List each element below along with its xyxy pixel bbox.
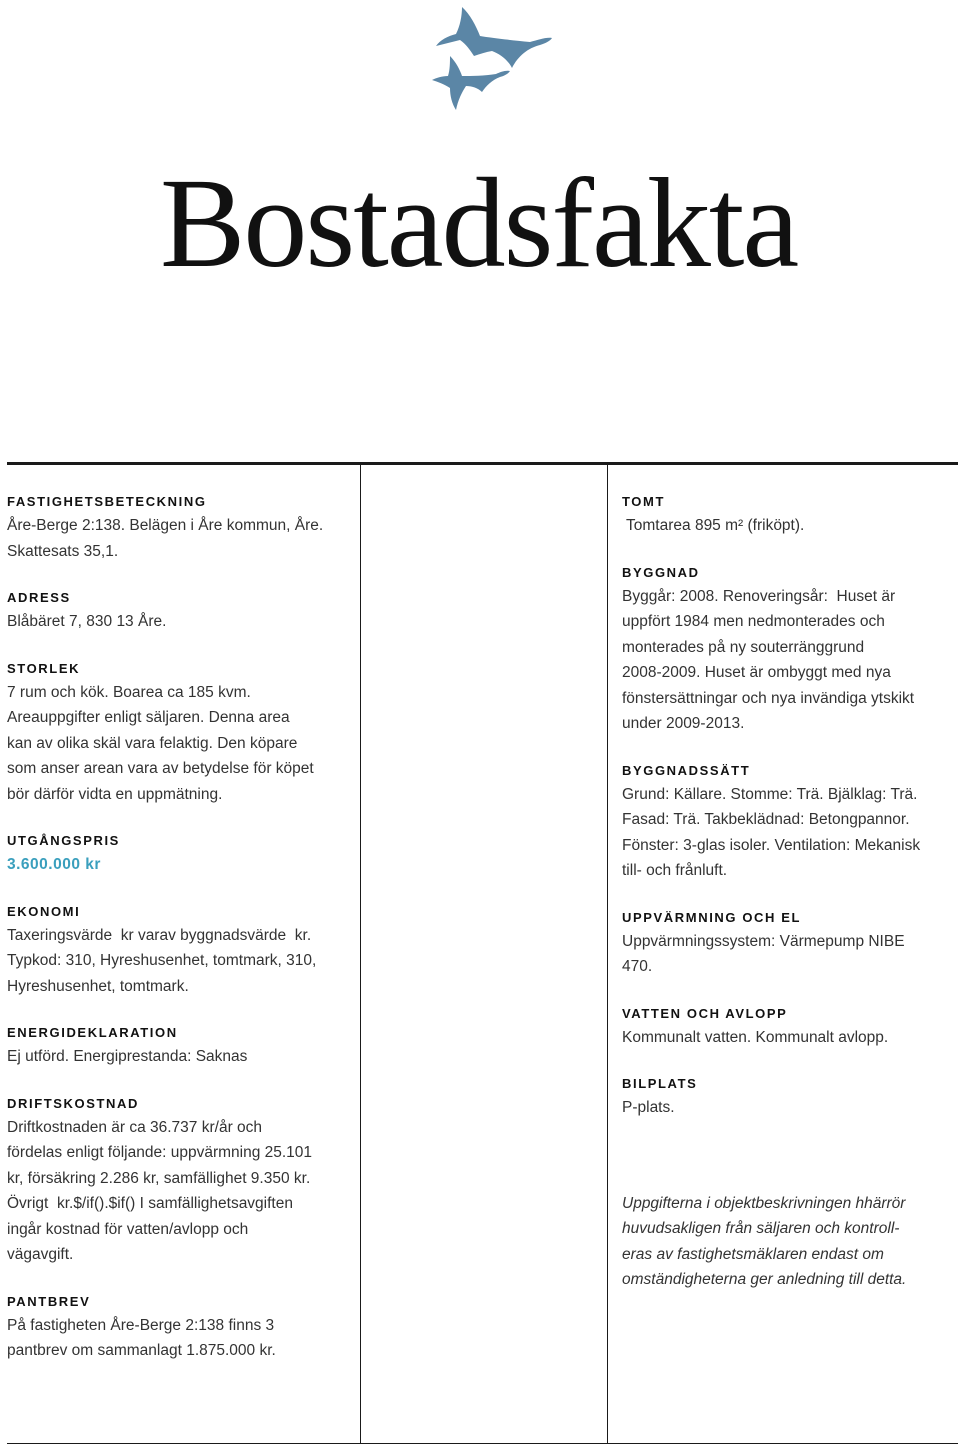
section-text	[7, 1115, 352, 1268]
text-line: pantbrev om sammanlagt 1.875.000 kr.	[7, 1342, 276, 1359]
section-text	[7, 1044, 352, 1070]
left-column	[7, 494, 352, 1390]
section-text	[7, 513, 352, 564]
text-line: Tomtarea 895 m² (friköpt).	[622, 517, 805, 534]
text-line: Fasad: Trä. Takbeklädnad: Betongpannor.	[622, 811, 910, 828]
section-tomt	[622, 494, 957, 539]
section-heading: BILPLATS	[622, 1076, 698, 1091]
page-title: Bostadsfakta	[160, 152, 798, 294]
section-heading: ADRESS	[7, 590, 71, 605]
text-line: fördelas enligt följande: uppvärmning 25.101	[7, 1144, 313, 1161]
text-line: som anser arean vara av betydelse för köpet	[7, 760, 314, 777]
text-line: kan av olika skäl vara felaktig. Den köpare	[7, 734, 298, 752]
section-heading: BYGGNAD	[622, 564, 700, 580]
section-heading: BYGGNADSSÄTT	[622, 762, 751, 778]
text-line: vägavgift.	[7, 1246, 74, 1263]
text-line: Byggår: 2008. Renoveringsår: Huset är	[622, 587, 896, 605]
price-value: 3.600.000 kr	[7, 856, 101, 873]
text-line: Blåbäret 7, 830 13 Åre.	[7, 613, 167, 630]
text-line: Grund: Källare. Stomme: Trä. Bjälklag: Trä.	[622, 785, 918, 803]
text-line: bör därför vidta en uppmätning.	[7, 785, 223, 803]
text-line: huvudsakligen från säljaren och kontroll-	[622, 1220, 900, 1237]
section-pantbrev	[7, 1294, 352, 1364]
text-line: Åre-Berge 2:138. Belägen i Åre kommun, Åre.	[7, 517, 324, 534]
section-heading: VATTEN OCH AVLOPP	[622, 1005, 788, 1021]
section-heading: UTGÅNGSPRIS	[7, 833, 120, 848]
text-line: Hyreshusenhet, tomtmark.	[7, 977, 189, 995]
text-line: 7 rum och kök. Boarea ca 185 kvm.	[7, 683, 251, 701]
text-line: Typkod: 310, Hyreshusenhet, tomtmark, 310,	[7, 952, 317, 969]
text-line: Övrigt kr.$/if().$if() I samfällighetsavgiften	[7, 1195, 293, 1212]
text-line: Kommunalt vatten. Kommunalt avlopp.	[622, 1028, 889, 1046]
section-driftskostnad	[7, 1096, 352, 1268]
section-text	[7, 1313, 352, 1364]
section-byggnad	[622, 565, 957, 737]
section-byggnadssatt	[622, 763, 957, 884]
text-line: Areauppgifter enligt säljaren. Denna area	[7, 709, 290, 726]
section-text	[622, 929, 957, 980]
section-text	[7, 680, 352, 808]
text-line: Driftkostnaden är ca 36.737 kr/år och	[7, 1118, 263, 1136]
text-line: ingår kostnad för vatten/avlopp och	[7, 1220, 249, 1238]
text-line: uppfört 1984 men nedmonterades och	[622, 613, 885, 630]
section-text	[622, 1025, 957, 1051]
section-heading: FASTIGHETSBETECKNING	[7, 494, 207, 509]
top-divider	[7, 462, 958, 465]
text-line: Ej utförd. Energiprestanda: Saknas	[7, 1048, 248, 1065]
text-line: Taxeringsvärde kr varav byggnadsvärde kr.	[7, 926, 312, 944]
section-heading: ENERGIDEKLARATION	[7, 1025, 178, 1040]
text-line: kr, försäkring 2.286 kr, samfällighet 9.350 kr.	[7, 1169, 311, 1187]
text-line: Uppgifterna i objektbeskrivningen hhärrör	[622, 1194, 906, 1212]
disclaimer-note	[622, 1191, 957, 1293]
section-text	[7, 923, 352, 1000]
text-line: Fönster: 3-glas isoler. Ventilation: Mekanisk	[622, 836, 921, 854]
column-divider-left	[360, 465, 361, 1443]
section-bilplats	[622, 1076, 957, 1121]
section-storlek	[7, 661, 352, 808]
text-line: Skattesats 35,1.	[7, 542, 119, 560]
text-line: monterades på ny souterränggrund	[622, 638, 865, 656]
section-heading: EKONOMI	[7, 903, 81, 919]
section-text	[7, 609, 352, 635]
text-line: fönstersättningar och nya invändiga ytskikt	[622, 689, 915, 707]
section-heading: DRIFTSKOSTNAD	[7, 1095, 140, 1111]
text-line: eras av fastighetsmäklaren endast om	[622, 1245, 884, 1263]
text-line: omständigheterna ger anledning till detta.	[622, 1271, 907, 1288]
text-line: under 2009-2013.	[622, 715, 745, 732]
text-line: 2008-2009. Huset är ombyggt med nya	[622, 664, 891, 681]
section-heading: UPPVÄRMNING OCH EL	[622, 909, 802, 925]
text-line: P-plats.	[622, 1099, 675, 1116]
section-heading: STORLEK	[7, 660, 81, 676]
column-divider-right	[607, 465, 608, 1443]
section-uppvarmning	[622, 910, 957, 980]
section-text	[622, 584, 957, 737]
section-heading: TOMT	[622, 494, 665, 509]
section-utgangspris	[7, 833, 352, 878]
section-energideklaration	[7, 1025, 352, 1070]
text-line: Uppvärmningssystem: Värmepump NIBE	[622, 932, 905, 950]
section-text	[622, 782, 957, 884]
section-text	[622, 513, 957, 539]
section-vatten-avlopp	[622, 1006, 957, 1051]
section-text	[622, 1095, 957, 1121]
right-column	[622, 494, 957, 1293]
text-line: till- och frånluft.	[622, 862, 728, 879]
text-line: 470.	[622, 958, 653, 975]
bottom-divider	[7, 1443, 958, 1444]
flying-birds-icon	[400, 0, 570, 125]
section-adress	[7, 590, 352, 635]
section-ekonomi	[7, 904, 352, 1000]
section-fastighetsbeteckning	[7, 494, 352, 564]
text-line: På fastigheten Åre-Berge 2:138 finns 3	[7, 1316, 275, 1334]
section-heading: PANTBREV	[7, 1293, 91, 1309]
